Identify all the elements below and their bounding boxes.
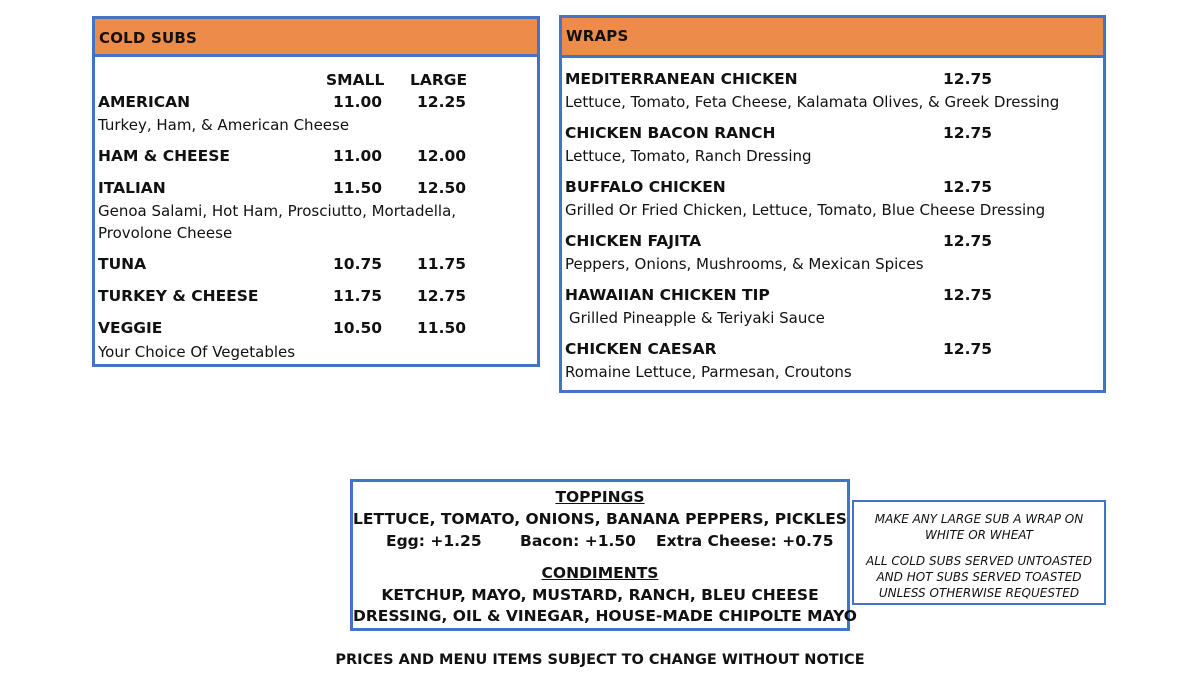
item-price-small: 10.75 (333, 255, 383, 273)
item-description: Turkey, Ham, & American Cheese (98, 116, 350, 134)
condiments-title: CONDIMENTS (541, 564, 659, 582)
wrap-description: Romaine Lettuce, Parmesan, Croutons (565, 363, 852, 381)
item-description: Your Choice Of Vegetables (98, 343, 296, 361)
wrap-price: 12.75 (943, 124, 993, 142)
wrap-description: Peppers, Onions, Mushrooms, & Mexican Spices (565, 255, 924, 273)
item-name: HAM & CHEESE (98, 147, 230, 165)
item-price-small: 11.75 (333, 287, 383, 305)
wrap-description: Grilled Pineapple & Teriyaki Sauce (569, 309, 825, 327)
item-price-small: 11.00 (333, 147, 383, 165)
item-name: TURKEY & CHEESE (98, 287, 259, 305)
item-price-small: 11.50 (333, 179, 383, 197)
wrap-price: 12.75 (943, 70, 993, 88)
wrap-name: CHICKEN FAJITA (565, 232, 702, 250)
cold-subs-panel (92, 16, 540, 367)
topping-egg: Egg: +1.25 (386, 532, 482, 550)
item-price-large: 12.00 (417, 147, 467, 165)
note-wrap-line-2: WHITE OR WHEAT (925, 528, 1033, 542)
wraps-panel (559, 15, 1106, 393)
item-price-large: 11.50 (417, 319, 467, 337)
item-description: Genoa Salami, Hot Ham, Prosciutto, Mortadella, Provolone Cheese (98, 202, 457, 242)
wrap-name: BUFFALO CHICKEN (565, 178, 726, 196)
wraps-title: WRAPS (562, 18, 1103, 58)
col-header-small: SMALL (326, 71, 385, 89)
toppings-title: TOPPINGS (555, 488, 645, 506)
wrap-price: 12.75 (943, 232, 993, 250)
item-price-small: 11.00 (333, 93, 383, 111)
toppings-panel (350, 479, 857, 631)
condiments-line-1: KETCHUP, MAYO, MUSTARD, RANCH, BLEU CHEESE (381, 586, 819, 604)
wrap-price: 12.75 (943, 286, 993, 304)
topping-extra-cheese: Extra Cheese: +0.75 (656, 532, 834, 550)
item-name: TUNA (98, 255, 147, 273)
item-price-small: 10.50 (333, 319, 383, 337)
wrap-name: CHICKEN BACON RANCH (565, 124, 776, 142)
note-toast-line-2: AND HOT SUBS SERVED TOASTED (876, 570, 1082, 584)
wrap-name: HAWAIIAN CHICKEN TIP (565, 286, 770, 304)
item-price-large: 12.25 (417, 93, 467, 111)
item-price-large: 12.75 (417, 287, 467, 305)
condiments-line-2: DRESSING, OIL & VINEGAR, HOUSE-MADE CHIPOLTE MAYO (353, 607, 857, 625)
wrap-description: Lettuce, Tomato, Ranch Dressing (565, 147, 812, 165)
footer-disclaimer: PRICES AND MENU ITEMS SUBJECT TO CHANGE WITHOUT NOTICE (335, 652, 865, 668)
topping-bacon: Bacon: +1.50 (520, 532, 636, 550)
item-name: AMERICAN (98, 93, 191, 111)
note-wrap-line-1: MAKE ANY LARGE SUB A WRAP ON (874, 512, 1084, 526)
toppings-list: LETTUCE, TOMATO, ONIONS, BANANA PEPPERS, PICKLES (353, 510, 847, 528)
col-header-large: LARGE (410, 71, 468, 89)
note-toast-line-1: ALL COLD SUBS SERVED UNTOASTED (866, 554, 1092, 568)
item-price-large: 12.50 (417, 179, 467, 197)
wrap-description: Grilled Or Fried Chicken, Lettuce, Tomato, Blue Cheese Dressing (565, 201, 1046, 219)
wrap-price: 12.75 (943, 178, 993, 196)
wrap-price: 12.75 (943, 340, 993, 358)
cold-subs-title: COLD SUBS (95, 19, 537, 57)
note-toast-line-3: UNLESS OTHERWISE REQUESTED (878, 586, 1080, 600)
wrap-name: MEDITERRANEAN CHICKEN (565, 70, 798, 88)
notes-panel (852, 500, 1106, 605)
wrap-description: Lettuce, Tomato, Feta Cheese, Kalamata Olives, & Greek Dressing (565, 93, 1060, 111)
item-name: ITALIAN (98, 179, 166, 197)
wrap-name: CHICKEN CAESAR (565, 340, 717, 358)
item-name: VEGGIE (98, 319, 163, 337)
item-price-large: 11.75 (417, 255, 467, 273)
